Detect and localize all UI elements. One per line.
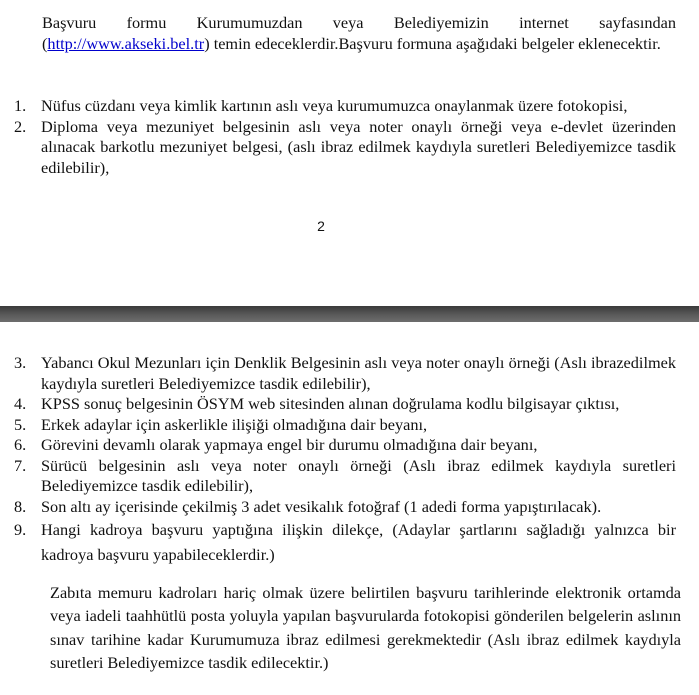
intro-text-end: temin edeceklerdir.Başvuru formuna aşağıdaki belgeler eklenecektir.	[213, 33, 661, 53]
list-item-text: Son altı ay içerisinde çekilmiş 3 adet vesikalık fotoğraf (1 adedi forma yapıştırılacak).	[41, 496, 602, 516]
list-item-text: Görevini devamlı olarak yapmaya engel bir durumu olmadığına dair beyanı,	[41, 435, 538, 454]
page-number: 2	[317, 218, 325, 234]
list-item-number: 4.	[14, 394, 27, 413]
list-item	[14, 394, 676, 415]
document-list-1	[14, 96, 676, 178]
list-item	[14, 497, 676, 518]
document-page-2	[0, 322, 699, 695]
list-item-number: 1.	[14, 96, 27, 115]
list-item-number: 9.	[14, 520, 27, 539]
website-link[interactable]: http://www.akseki.bel.tr	[47, 33, 205, 53]
closing-text: Zabıta memuru kadroları hariç olmak üzere belirtilen başvuru tarihlerinde elektronik ortamda veya iadeli taahhütlü posta yoluyla yapılan başvurularda fotokopisi gönderilen belgelerin aslının sınav tarihine kadar Kurumumuza ibraz edilmesi gerekmektedir (Aslı ibraz edilmek kaydıyla suretleri Belediyemizce tasdik edilecektir.)	[50, 583, 681, 672]
list-item-number: 2.	[14, 116, 27, 136]
list-item	[14, 353, 676, 394]
intro-paragraph: Başvuru formu Kurumumuzdan veya Belediyemizin internet sayfasından (http://www.akseki.bel.tr) temin edeceklerdir.Başvuru formuna aşağıdaki belgeler eklenecektir.	[42, 13, 676, 53]
page-separator	[0, 306, 699, 322]
list-item-number: 3.	[14, 353, 27, 372]
list-item-number: 7.	[14, 455, 27, 475]
document-page-1	[0, 0, 699, 306]
list-item	[14, 456, 676, 497]
list-item-text: Sürücü belgesinin aslı veya noter onaylı örneği (Aslı ibraz edilmek kaydıyla suretleri Belediyemizce tasdik edilebilir),	[41, 455, 676, 495]
document-list-2	[14, 353, 676, 567]
list-item-number: 8.	[14, 496, 27, 516]
list-item-number: 5.	[14, 414, 27, 434]
list-item	[14, 517, 676, 567]
list-item-text: Yabancı Okul Mezunları için Denklik Belgesinin aslı veya noter onaylı örneği (Aslı ibrazedilmek kaydıyla suretleri Belediyemizce tasdik edilebilir),	[41, 353, 676, 393]
list-item	[14, 96, 676, 117]
list-item-number: 6.	[14, 435, 27, 454]
intro-text-start: Başvuru formu Kurumumuzdan veya Belediyemizin internet sayfasından	[42, 13, 676, 32]
list-item-text: Nüfus cüzdanı veya kimlik kartının aslı veya kurumumuzca onaylanmak üzere fotokopisi,	[41, 96, 628, 115]
list-item	[14, 415, 676, 436]
closing-paragraph	[0, 581, 681, 674]
list-item-text: KPSS sonuç belgesinin ÖSYM web sitesinden alınan doğrulama kodlu bilgisayar çıktısı,	[41, 394, 620, 413]
list-item-text: Diploma veya mezuniyet belgesinin aslı veya noter onaylı örneği veya e-devlet üzerinden alınacak barkotlu mezuniyet belgesi, (aslı ibraz edilmek kaydıyla suretleri Belediyemizce tasdik edilebilir),	[41, 116, 676, 177]
list-item	[14, 435, 676, 456]
list-item-text: Hangi kadroya başvuru yaptığına ilişkin dilekçe, (Adaylar şartlarını sağladığı yalnızca bir kadroya başvuru yapabileceklerdir.)	[41, 520, 676, 564]
list-item	[14, 117, 676, 179]
list-item-text: Erkek adaylar için askerlikle ilişiği olmadığına dair beyanı,	[41, 414, 428, 434]
